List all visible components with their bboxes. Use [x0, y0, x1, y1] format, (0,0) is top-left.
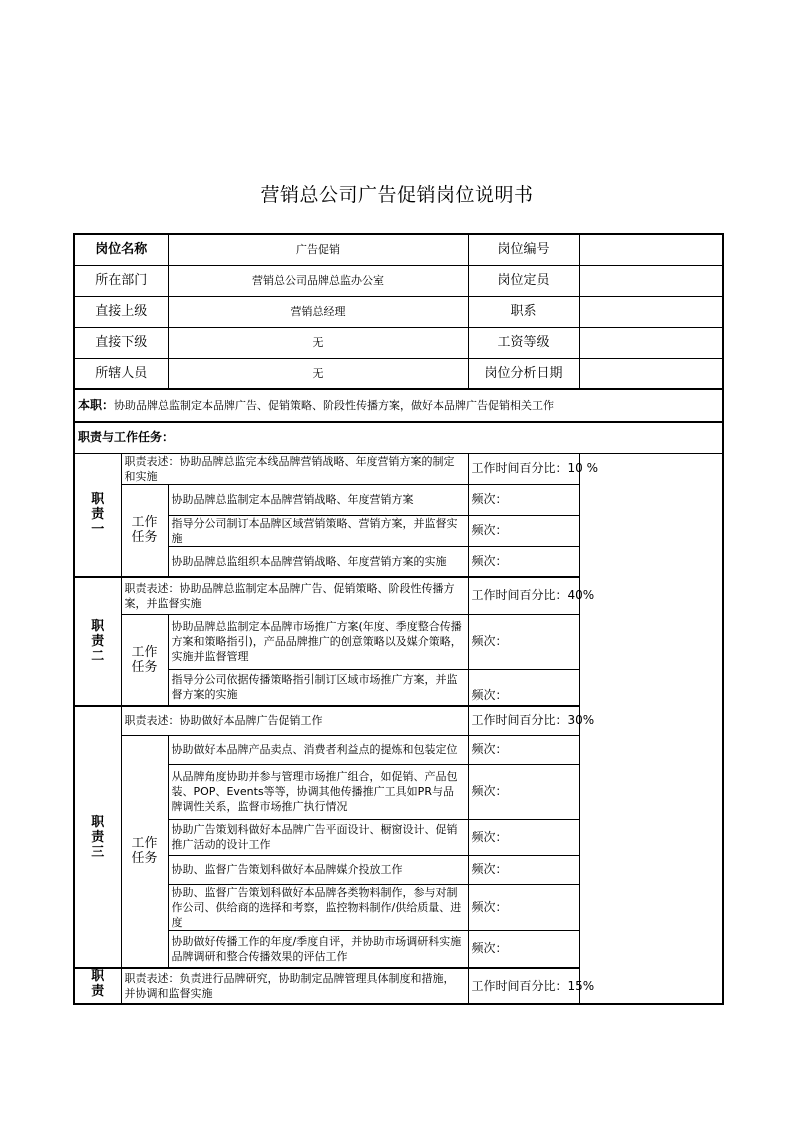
duty-row: [74, 706, 723, 735]
info-label: 所在部门: [74, 265, 168, 296]
duty-row: [74, 968, 723, 1004]
task-row: [74, 735, 723, 764]
info-value: 无: [168, 327, 468, 358]
frequency-cell: 频次：: [468, 884, 579, 930]
time-percentage: 工作时间百分比：15%: [468, 968, 579, 1004]
duty-description: 职责表述：协助品牌总监完本线品牌营销战略、年度营销方案的制定和实施: [121, 453, 468, 484]
info-value: 广告促销: [168, 234, 468, 265]
frequency-cell: 频次：: [468, 484, 579, 515]
task-row: [74, 484, 723, 515]
info-row: [74, 296, 723, 327]
task-text: 协助品牌总监制定本品牌市场推广方案(年度、季度整合传播方案和策略指引)，产品品牌推广的创意策略以及媒介策略，实施并监督管理: [168, 614, 468, 669]
work-task-label: 工作 任务: [121, 735, 168, 968]
info-row: [74, 234, 723, 265]
frequency-cell: 频次：: [468, 546, 579, 577]
info-value: 营销总经理: [168, 296, 468, 327]
info-value: [579, 327, 723, 358]
duty-label: 职 责 一: [74, 453, 121, 577]
task-row: [74, 855, 723, 884]
frequency-cell: 频次：: [468, 614, 579, 669]
task-row: [74, 515, 723, 546]
info-label: 直接上级: [74, 296, 168, 327]
info-row: [74, 358, 723, 389]
info-label: 岗位分析日期: [468, 358, 579, 389]
frequency-cell: 频次：: [468, 669, 579, 706]
duty-label: 职 责: [74, 968, 121, 1004]
duty-label: 职 责 二: [74, 577, 121, 706]
duty-label: 职 责 三: [74, 706, 121, 968]
duties-header-row: [74, 422, 723, 453]
duty-description: 职责表述：协助做好本品牌广告促销工作: [121, 706, 468, 735]
work-task-label: 工作 任务: [121, 484, 168, 577]
task-text: 协助品牌总监制定本品牌营销战略、年度营销方案: [168, 484, 468, 515]
task-row: [74, 884, 723, 930]
info-row: [74, 265, 723, 296]
info-label: 岗位名称: [74, 234, 168, 265]
task-text: 协助、监督广告策划科做好本品牌各类物料制作，参与对制作公司、供给商的选择和考察，监控物料制作/供给质量、进度: [168, 884, 468, 930]
info-value: 营销总公司品牌总监办公室: [168, 265, 468, 296]
task-row: [74, 819, 723, 855]
task-row: [74, 669, 723, 706]
task-text: 协助广告策划科做好本品牌广告平面设计、橱窗设计、促销推广活动的设计工作: [168, 819, 468, 855]
task-text: 从品牌角度协助并参与管理市场推广组合，如促销、产品包装、POP、Events等等，协调其他传播推广工具如PR与品牌调性关系，监督市场推广执行情况: [168, 764, 468, 819]
frequency-cell: 频次：: [468, 855, 579, 884]
frequency-cell: 频次：: [468, 515, 579, 546]
frequency-cell: 频次：: [468, 930, 579, 968]
task-text: 协助做好本品牌产品卖点、消费者利益点的提炼和包装定位: [168, 735, 468, 764]
time-percentage: 工作时间百分比：40%: [468, 577, 579, 614]
frequency-cell: 频次：: [468, 819, 579, 855]
summary-row: [74, 389, 723, 422]
task-row: [74, 764, 723, 819]
frequency-cell: 频次：: [468, 764, 579, 819]
duty-description: 职责表述：协助品牌总监制定本品牌广告、促销策略、阶段性传播方案，并监督实施: [121, 577, 468, 614]
task-text: 协助、监督广告策划科做好本品牌媒介投放工作: [168, 855, 468, 884]
info-value: [579, 265, 723, 296]
task-row: [74, 930, 723, 968]
info-value: [579, 296, 723, 327]
info-value: [579, 234, 723, 265]
task-text: 指导分公司依据传播策略指引制订区域市场推广方案，并监督方案的实施: [168, 669, 468, 706]
info-value: 无: [168, 358, 468, 389]
job-description-table: [73, 233, 724, 1005]
info-label: 直接下级: [74, 327, 168, 358]
summary-label: 本职：: [78, 398, 115, 412]
info-value: [579, 358, 723, 389]
duty-description: 职责表述：负责进行品牌研究，协助制定品牌管理具体制度和措施，并协调和监督实施: [121, 968, 468, 1004]
info-label: 工资等级: [468, 327, 579, 358]
info-label: 职系: [468, 296, 579, 327]
info-label: 岗位编号: [468, 234, 579, 265]
task-text: 协助品牌总监组织本品牌营销战略、年度营销方案的实施: [168, 546, 468, 577]
duty-row: [74, 577, 723, 614]
info-label: 岗位定员: [468, 265, 579, 296]
page-title: 营销总公司广告促销岗位说明书: [260, 184, 534, 206]
info-row: [74, 327, 723, 358]
duty-row: [74, 453, 723, 484]
frequency-cell: 频次：: [468, 735, 579, 764]
duties-header: 职责与工作任务：: [74, 422, 723, 453]
task-text: 指导分公司制订本品牌区域营销策略、营销方案，并监督实施: [168, 515, 468, 546]
work-task-label: 工作 任务: [121, 614, 168, 706]
task-row: [74, 546, 723, 577]
time-percentage: 工作时间百分比：30%: [468, 706, 579, 735]
info-label: 所辖人员: [74, 358, 168, 389]
time-percentage: 工作时间百分比：10 %: [468, 453, 579, 484]
task-row: [74, 614, 723, 669]
task-text: 协助做好传播工作的年度/季度自评，并协助市场调研科实施品牌调研和整合传播效果的评估工作: [168, 930, 468, 968]
summary-text: 协助品牌总监制定本品牌广告、促销策略、阶段性传播方案，做好本品牌广告促销相关工作: [114, 399, 555, 412]
